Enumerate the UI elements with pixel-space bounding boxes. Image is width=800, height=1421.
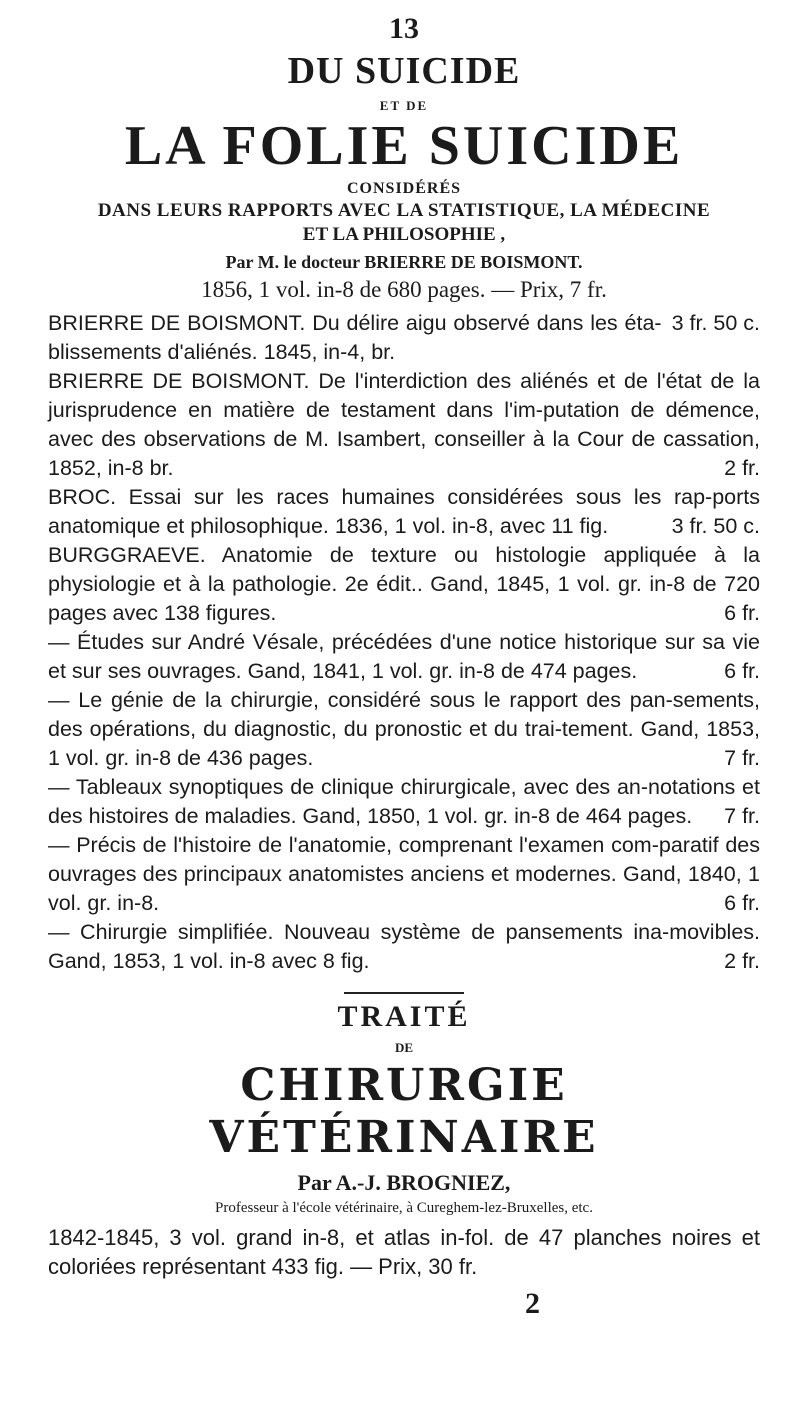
entry-price: 2 fr.: [724, 949, 760, 973]
catalogue-entry: [48, 628, 760, 686]
entry-text: — Précis de l'histoire de l'anatomie, comprenant l'examen com-paratif des ouvrages des principaux anatomistes anciens et modernes. Gand, 1840, 1 vol. gr. in-8.: [48, 833, 760, 915]
book-considered: CONSIDÉRÉS: [346, 180, 462, 197]
entry-price: 6 fr.: [724, 891, 760, 915]
catalogue-entry: [48, 686, 760, 773]
entry-text: BROC. Essai sur les races humaines considérées sous les rap-ports anatomique et philosophique. 1836, 1 vol. in-8, avec 11 fig.: [48, 485, 760, 538]
entry-text: — Tableaux synoptiques de clinique chirurgicale, avec des an-notations et des histoires de maladies. Gand, 1850, 1 vol. gr. in-8 de 464 pages.: [48, 775, 760, 828]
entry-text: — Études sur André Vésale, précédées d'une notice historique sur sa vie et sur ses ouvrages. Gand, 1841, 1 vol. gr. in-8 de 474 pages.: [48, 630, 760, 683]
catalogue-entry: [48, 483, 760, 541]
treatise-de: DE: [394, 1040, 414, 1055]
signature-mark: 2: [525, 1287, 540, 1320]
entry-text: BURGGRAEVE. Anatomie de texture ou histologie appliquée à la physiologie et à la pathologie. 2e édit.. Gand, 1845, 1 vol. gr. in-8 de 720 pages avec 138 figures.: [48, 543, 760, 625]
entry-price: 3 fr. 50 c.: [671, 514, 760, 538]
book-author: Par M. le docteur BRIERRE DE BOISMONT.: [225, 252, 583, 272]
entry-text: — Chirurgie simplifiée. Nouveau système de pansements ina-movibles. Gand, 1853, 1 vol. in-8 avec 8 fig.: [48, 920, 760, 973]
entry-text: BRIERRE DE BOISMONT. De l'interdiction des aliénés et de l'état de la jurisprudence en matière de testament dans l'im-putation de démence, avec des observations de M. Isambert, conseiller à la Cour de cassation, 1852, in-8 br.: [48, 369, 760, 480]
entry-price: 2 fr.: [724, 456, 760, 480]
entry-price: 6 fr.: [724, 601, 760, 625]
entry-text: — Le génie de la chirurgie, considéré sous le rapport des pan-sements, des opérations, du diagnostic, du pronostic et du trai-tement. Gand, 1853, 1 vol. gr. in-8 de 436 pages.: [48, 688, 760, 770]
catalogue-entry: [48, 773, 760, 831]
book-subtitle-line2: ET LA PHILOSOPHIE ,: [302, 224, 506, 245]
book-publication-info: 1856, 1 vol. in-8 de 680 pages. — Prix, 7 fr.: [201, 277, 607, 302]
catalogue-entries: [48, 309, 760, 976]
entry-price: 3 fr. 50 c.: [671, 311, 760, 335]
catalogue-entry: [48, 831, 760, 918]
treatise-author: Par A.-J. BROGNIEZ,: [297, 1170, 511, 1195]
catalogue-entry: [48, 367, 760, 483]
section-divider: [344, 992, 464, 994]
treatise-heading: TRAITÉ: [337, 1000, 471, 1033]
book-title-et: ET DE: [379, 98, 429, 113]
book-subtitle-line1: DANS LEURS RAPPORTS AVEC LA STATISTIQUE, LA MÉDECINE: [97, 200, 711, 221]
entry-price: 7 fr.: [724, 746, 760, 770]
page-number: 13: [389, 12, 419, 45]
treatise-author-affiliation: Professeur à l'école vétérinaire, à Cureghem-lez-Bruxelles, etc.: [215, 1200, 593, 1216]
entry-price: 6 fr.: [724, 659, 760, 683]
book-title-line2: LA FOLIE SUICIDE: [124, 115, 684, 177]
entry-text: BRIERRE DE BOISMONT. Du délire aigu observé dans les éta-blissements d'aliénés. 1845, in-4, br.: [48, 311, 662, 364]
catalogue-entry: [48, 309, 760, 367]
treatise-title: CHIRURGIE VÉTÉRINAIRE: [209, 1060, 599, 1163]
catalogue-entry: [48, 918, 760, 976]
treatise-description: 1842-1845, 3 vol. grand in-8, et atlas in-fol. de 47 planches noires et coloriées représentant 433 fig. — Prix, 30 fr.: [48, 1225, 760, 1279]
catalogue-entry: [48, 541, 760, 628]
book-title-line1: DU SUICIDE: [287, 50, 521, 92]
entry-price: 7 fr.: [724, 804, 760, 828]
